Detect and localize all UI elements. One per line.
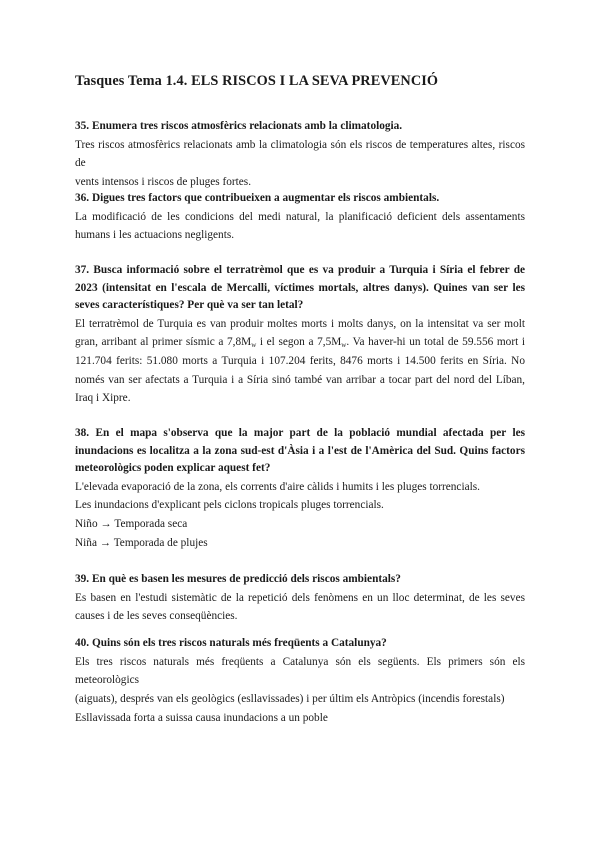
answer-37-line-2 (75, 333, 525, 352)
magnitude-subscript-1: w (251, 341, 257, 350)
answer-37-line-2-part-b: i el segon a 7,5M (256, 336, 342, 349)
answer-37-line-4: només van ser afectats a Turquia i a Síria sinó també van arribar a tocar part del nord del Líban, (75, 373, 525, 386)
question-36-section (75, 190, 525, 245)
question-40-section (75, 635, 525, 727)
question-36-text: 36. Digues tres factors que contribueixen a augmentar els riscos ambientals. (75, 192, 440, 204)
magnitude-subscript-2: w (341, 341, 347, 350)
document-title: Tasques Tema 1.4. ELS RISCOS I LA SEVA PREVENCIÓ (75, 73, 439, 89)
answer-40-line-3: Esllavissada forta a suissa causa inundacions a un poble (75, 711, 328, 724)
answer-37-line-2-part-c: . Va haver-hi un total de 59.556 mort i (346, 336, 525, 349)
question-40-text: 40. Quins són els tres riscos naturals més freqüents a Catalunya? (75, 637, 387, 649)
question-38-line-3: meteorològics poden explicar aquest fet? (75, 462, 271, 474)
answer-36-line-2: humans i les actuacions negligents. (75, 229, 235, 242)
question-39-section (75, 571, 525, 626)
question-38-line-1: 38. En el mapa s'observa que la major part de la població mundial afectada per les (75, 427, 525, 439)
answer-35-line-2: vents intensos i riscos de pluges fortes. (75, 175, 252, 188)
answer-38-line-3: Niño → Temporada seca (75, 517, 188, 530)
question-38-line-2: inundacions es localitza a la zona sud-est d'Àsia i a l'est de l'Amèrica del Sud. Quins factors (75, 444, 525, 457)
question-39-text: 39. En què es basen les mesures de predicció dels riscos ambientals? (75, 573, 401, 585)
answer-37-line-3: 121.704 ferits: 51.080 morts a Turquia i 107.204 ferits, 8476 morts i 14.500 ferits en Síria. No (75, 354, 525, 367)
answer-40-line-1: Els tres riscos naturals més freqüents a Catalunya són els següents. Els primers són els meteorològics (75, 655, 525, 687)
question-37-line-2: 2023 (intensitat en l'escala de Mercalli, víctimes mortals, altres danys). Quines van ser les (75, 281, 525, 294)
answer-37-line-1: El terratrèmol de Turquia es van produir moltes morts i molts danys, on la intensitat va ser molt (75, 317, 525, 330)
question-37-line-1: 37. Busca informació sobre el terratrèmol que es va produir a Turquia i Síria el febrer de (75, 264, 525, 276)
answer-40-line-2: (aiguats), després van els geològics (esllavissades) i per últim els Antròpics (incendis forestals) (75, 692, 505, 705)
answer-39-line-1: Es basen en l'estudi sistemàtic de la repetició dels fenòmens en un lloc determinat, de les seves (75, 591, 525, 604)
answer-38-line-1: L'elevada evaporació de la zona, els corrents d'aire càlids i humits i les pluges torrencials. (75, 480, 480, 493)
answer-39-line-2: causes i de les seves conseqüències. (75, 610, 238, 623)
answer-37-line-5: Iraq i Xipre. (75, 392, 131, 405)
question-38-section (75, 425, 525, 552)
question-35-section (75, 118, 525, 192)
answer-35-line-1: Tres riscos atmosfèrics relacionats amb la climatologia són els riscos de temperatures altes, riscos de (75, 138, 525, 170)
question-37-section (75, 262, 525, 408)
answer-37-line-2-part-a: gran, arribant al primer sísmic a 7,8M (75, 336, 252, 349)
question-35-text: 35. Enumera tres riscos atmosfèrics relacionats amb la climatologia. (75, 120, 403, 132)
answer-36-line-1: La modificació de les condicions del medi natural, la planificació deficient dels assentaments (75, 210, 525, 223)
answer-38-line-2: Les inundacions d'explicant pels ciclons tropicals pluges torrencials. (75, 499, 384, 512)
question-37-line-3: seves característiques? Per què va ser tan letal? (75, 299, 304, 311)
answer-38-line-4: Niña → Temporada de plujes (75, 536, 208, 549)
